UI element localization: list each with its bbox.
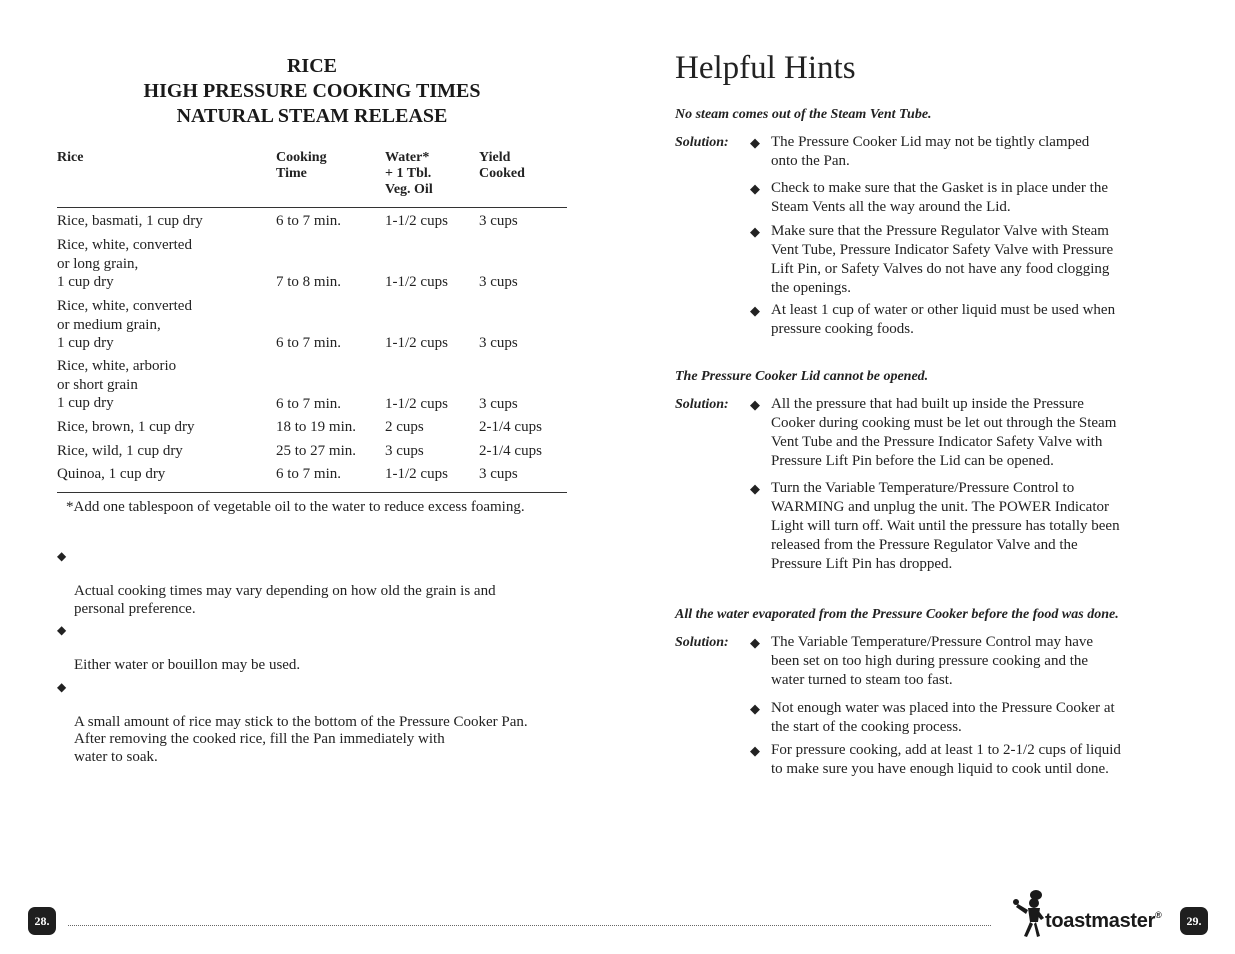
hint-bullet (750, 179, 1180, 217)
cell-yield: 2-1/4 cups (479, 419, 542, 435)
header-water: Water* + 1 Tbl. Veg. Oil (385, 150, 433, 197)
title-line: RICE (286, 55, 337, 77)
cell-time: 6 to 7 min. (276, 466, 342, 482)
note-text: A small amount of rice may stick to the bottom of the Pressure Cooker Pan. After removing the cooked rice, fill the Pan immediately with water to soak. (74, 713, 528, 765)
table-top-rule (57, 207, 567, 208)
list-item (57, 622, 572, 675)
note-text: Actual cooking times may vary depending on how old the grain is and personal preference. (74, 583, 496, 617)
diamond-bullet-icon: ◆ (750, 181, 760, 196)
registered-mark: ® (1155, 910, 1162, 920)
cell-rice: Quinoa, 1 cup dry (57, 466, 166, 482)
page-number-right: 29. (1180, 907, 1208, 935)
table-footnote: *Add one tablespoon of vegetable oil to the water to reduce excess foaming. (66, 499, 525, 515)
diamond-bullet-icon: ◆ (750, 481, 760, 496)
cell-water: 3 cups (385, 443, 424, 459)
cell-water: 1-1/2 cups (385, 396, 448, 412)
cell-water: 1-1/2 cups (385, 466, 448, 482)
diamond-bullet-icon: ◆ (750, 743, 760, 758)
hint-bullet (750, 699, 1180, 737)
cell-rice: Rice, basmati, 1 cup dry (57, 213, 203, 229)
note-text: Either water or bouillon may be used. (74, 657, 301, 673)
hint-bullet (750, 633, 1180, 690)
hint-text: For pressure cooking, add at least 1 to 2-1/2 cups of liquid to make sure you have enough liquid to cook until done. (771, 742, 1121, 777)
cell-yield: 3 cups (479, 335, 518, 351)
cell-rice: Rice, white, arborio or short grain 1 cup dry (57, 358, 177, 411)
hint-bullet (750, 741, 1180, 779)
diamond-bullet-icon: ◆ (57, 549, 67, 563)
diamond-bullet-icon: ◆ (750, 135, 760, 150)
hint-text: Turn the Variable Temperature/Pressure Control to WARMING and unplug the unit. The POWER Indicator Light will turn off. Wait until the pressure has totally been released from the Pressure Regulator Valve and the Pressure Lift Pin has dropped. (771, 480, 1120, 572)
cell-time: 18 to 19 min. (276, 419, 357, 435)
header-rice: Rice (57, 150, 84, 165)
footer-dotted-rule (68, 925, 991, 926)
diamond-bullet-icon: ◆ (750, 701, 760, 716)
list-item (57, 548, 572, 618)
cell-rice: Rice, brown, 1 cup dry (57, 419, 195, 435)
cell-yield: 3 cups (479, 396, 518, 412)
cell-water: 2 cups (385, 419, 424, 435)
cell-time: 6 to 7 min. (276, 396, 342, 412)
solution-label: Solution: (675, 635, 729, 650)
solution-label: Solution: (675, 397, 729, 412)
hint-bullet (750, 301, 1180, 339)
brand-name: toastmaster (1045, 910, 1156, 932)
table-bottom-rule (57, 492, 567, 493)
rice-notes-list (57, 548, 572, 770)
cell-water: 1-1/2 cups (385, 274, 448, 290)
diamond-bullet-icon: ◆ (750, 224, 760, 239)
cell-yield: 2-1/4 cups (479, 443, 542, 459)
cell-time: 25 to 27 min. (276, 443, 357, 459)
hint-text: At least 1 cup of water or other liquid must be used when pressure cooking foods. (771, 302, 1116, 337)
toastmaster-logo (1045, 910, 1161, 933)
hint-bullet (750, 479, 1180, 574)
cell-water: 1-1/2 cups (385, 213, 448, 229)
cell-time: 6 to 7 min. (276, 213, 342, 229)
diamond-bullet-icon: ◆ (57, 623, 67, 637)
hint-bullet (750, 395, 1180, 471)
cell-rice: Rice, white, converted or medium grain, 1 cup dry (57, 298, 192, 351)
hint-text: The Pressure Cooker Lid may not be tightly clamped onto the Pan. (771, 134, 1090, 169)
cell-yield: 3 cups (479, 466, 518, 482)
cell-rice: Rice, white, converted or long grain, 1 cup dry (57, 237, 192, 290)
page-title: Helpful Hints (675, 50, 856, 86)
title-line: HIGH PRESSURE COOKING TIMES (143, 80, 481, 102)
rice-table-title (58, 54, 566, 129)
diamond-bullet-icon: ◆ (750, 397, 760, 412)
hint-text: Make sure that the Pressure Regulator Valve with Steam Vent Tube, Pressure Indicator Safety Valve with Pressure Lift Pin, or Safety Valves do not have any food clogging the openings. (771, 223, 1114, 296)
cell-yield: 3 cups (479, 274, 518, 290)
cell-time: 7 to 8 min. (276, 274, 342, 290)
hint-bullet (750, 222, 1180, 298)
page-number-left: 28. (28, 907, 56, 935)
cell-time: 6 to 7 min. (276, 335, 342, 351)
title-line: NATURAL STEAM RELEASE (176, 105, 448, 127)
header-yield: Yield Cooked (479, 150, 525, 181)
list-item (57, 679, 572, 767)
cell-water: 1-1/2 cups (385, 335, 448, 351)
cell-rice: Rice, wild, 1 cup dry (57, 443, 183, 459)
problem-heading: No steam comes out of the Steam Vent Tube. (675, 107, 932, 122)
hint-bullet (750, 133, 1180, 171)
hint-text: All the pressure that had built up inside the Pressure Cooker during cooking must be let out through the Steam Vent Tube and the Pressure Indicator Safety Valve with Pressure Lift Pin before the Lid can be opened. (771, 396, 1117, 469)
diamond-bullet-icon: ◆ (57, 679, 67, 694)
hint-text: Check to make sure that the Gasket is in place under the Steam Vents all the way around the Lid. (771, 180, 1108, 215)
chef-mascot-icon (1010, 888, 1046, 940)
problem-heading: All the water evaporated from the Pressure Cooker before the food was done. (675, 607, 1119, 622)
hint-text: The Variable Temperature/Pressure Control may have been set on too high during pressure cooking and the water turned to steam too fast. (771, 634, 1094, 688)
solution-label: Solution: (675, 135, 729, 150)
cell-yield: 3 cups (479, 213, 518, 229)
header-cooking-time: Cooking Time (276, 150, 327, 181)
hint-text: Not enough water was placed into the Pressure Cooker at the start of the cooking process. (771, 700, 1115, 735)
diamond-bullet-icon: ◆ (750, 635, 760, 650)
problem-heading: The Pressure Cooker Lid cannot be opened. (675, 369, 929, 384)
diamond-bullet-icon: ◆ (750, 303, 760, 318)
